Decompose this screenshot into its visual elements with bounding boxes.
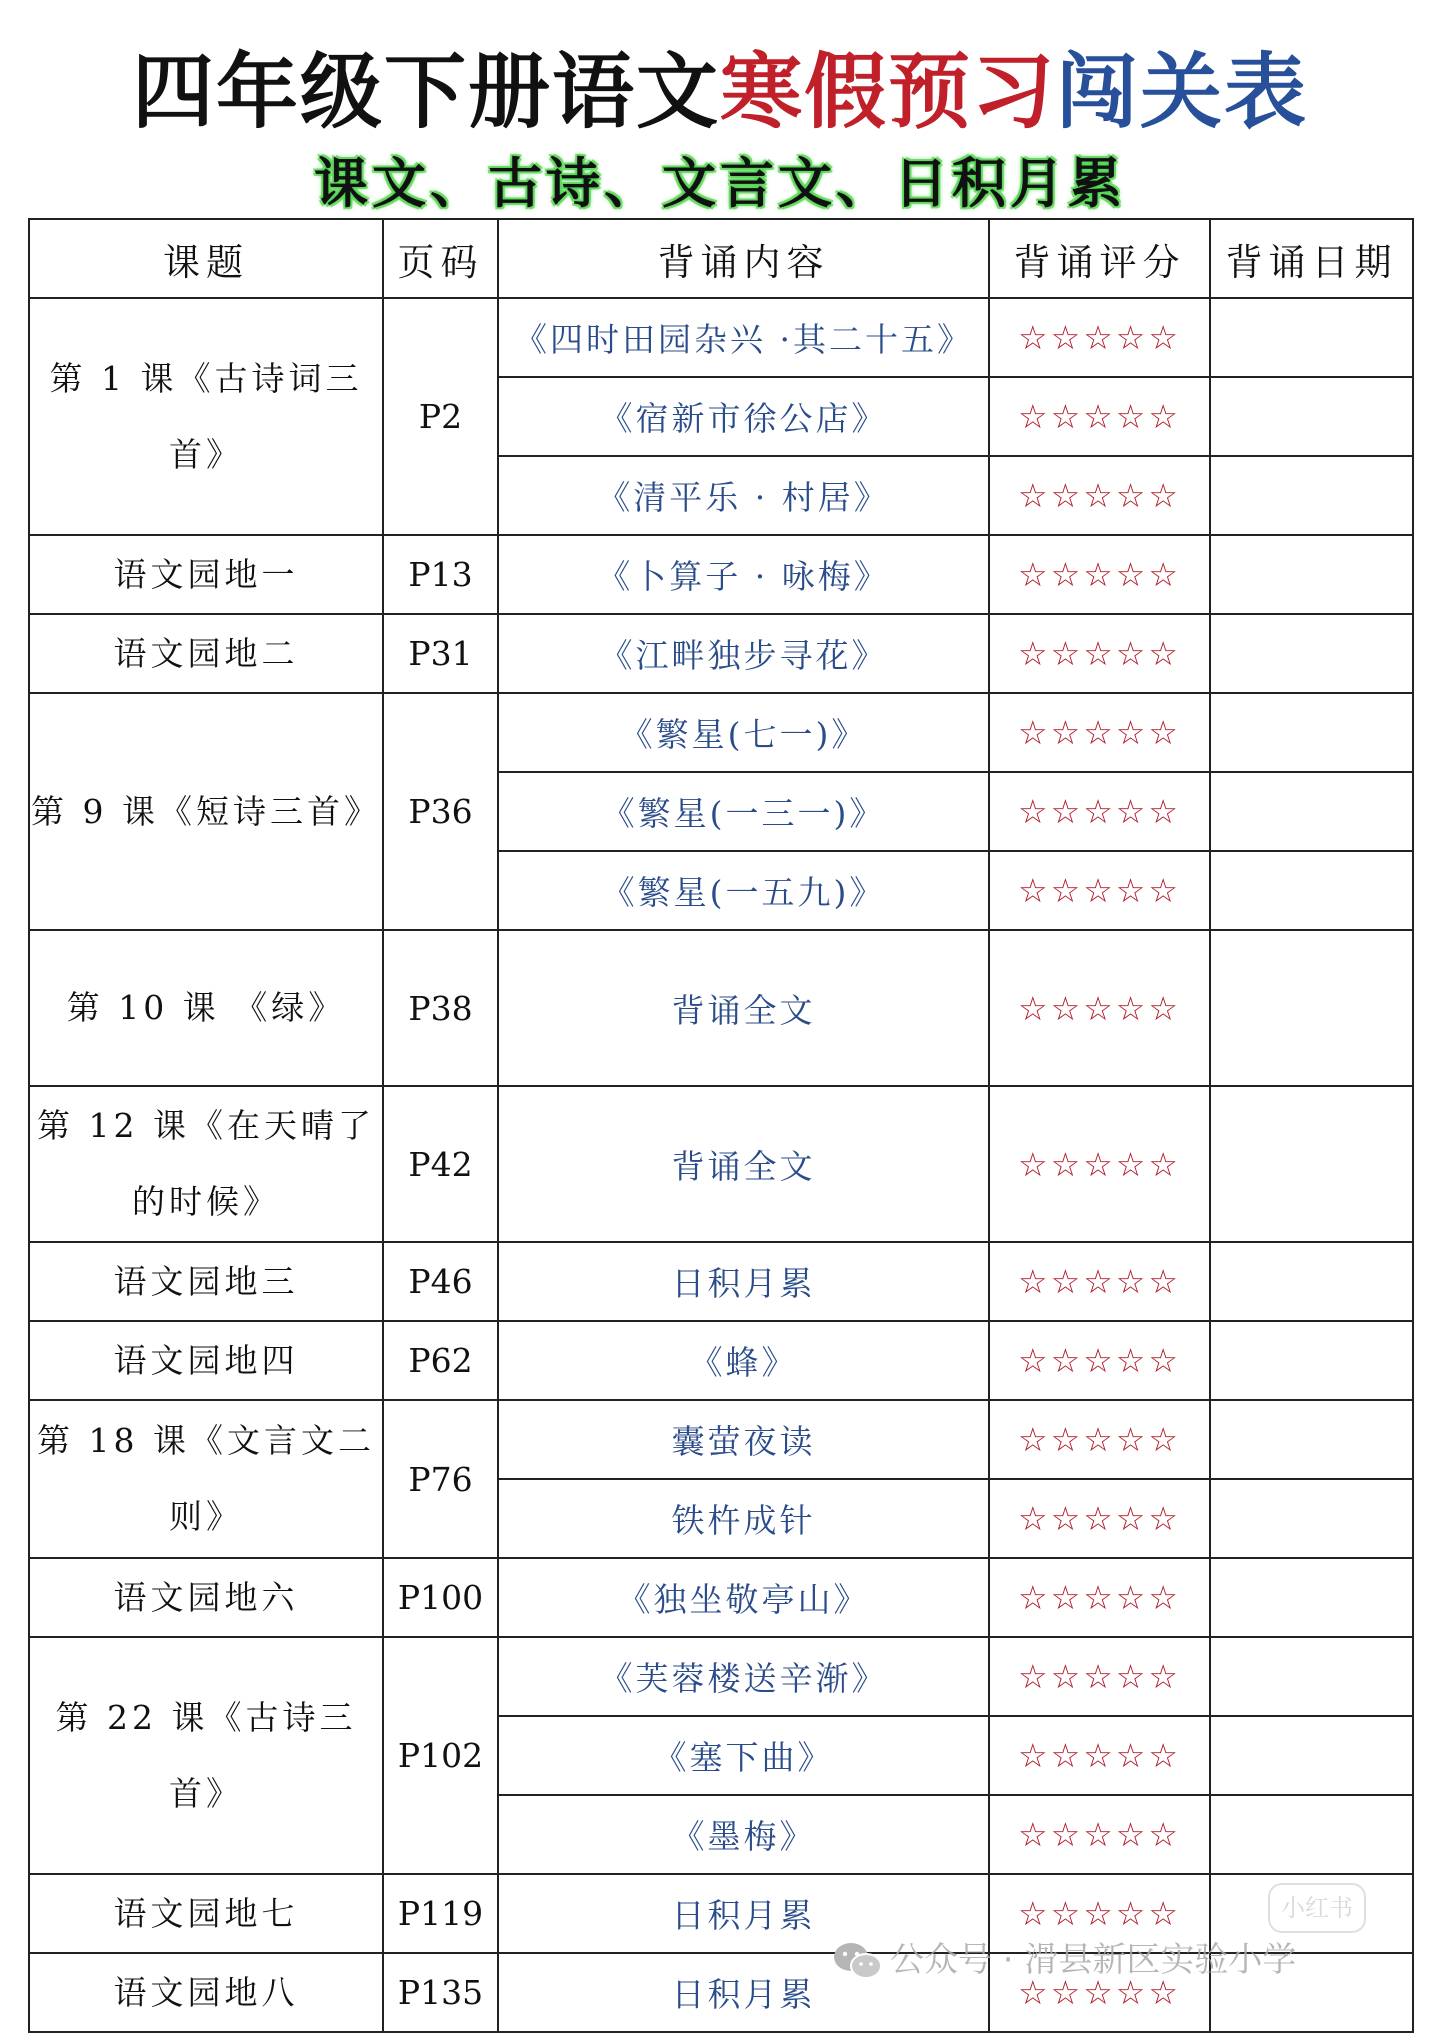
lesson-title-cell: 第 22 课《古诗三首》 bbox=[29, 1637, 383, 1874]
recite-date-cell[interactable] bbox=[1210, 298, 1413, 377]
recitation-content-cell: 《塞下曲》 bbox=[498, 1716, 989, 1795]
lesson-title-cell: 语文园地六 bbox=[29, 1558, 383, 1637]
title-part-preview: 寒假预习 bbox=[719, 45, 1056, 140]
recite-date-cell[interactable] bbox=[1210, 1086, 1413, 1242]
score-stars-cell[interactable]: ☆☆☆☆☆ bbox=[989, 535, 1210, 614]
recite-date-cell[interactable] bbox=[1210, 1400, 1413, 1479]
score-stars-cell[interactable]: ☆☆☆☆☆ bbox=[989, 614, 1210, 693]
watermark-text: 公众号 · 滑县新区实验小学 bbox=[890, 1940, 1297, 1980]
recitation-content-cell: 《蜂》 bbox=[498, 1321, 989, 1400]
score-stars-cell[interactable]: ☆☆☆☆☆ bbox=[989, 1716, 1210, 1795]
lesson-title-cell: 第 18 课《文言文二则》 bbox=[29, 1400, 383, 1558]
recitation-content-cell: 《宿新市徐公店》 bbox=[498, 377, 989, 456]
recite-date-cell[interactable] bbox=[1210, 377, 1413, 456]
header-score: 背诵评分 bbox=[989, 219, 1210, 298]
header-date: 背诵日期 bbox=[1210, 219, 1413, 298]
table-row bbox=[29, 1400, 1413, 1479]
table-row bbox=[29, 1242, 1413, 1321]
lesson-title-cell: 第 12 课《在天晴了的时候》 bbox=[29, 1086, 383, 1242]
page-number-cell: P36 bbox=[383, 693, 498, 930]
recite-date-cell[interactable] bbox=[1210, 693, 1413, 772]
lesson-title-cell: 第 9 课《短诗三首》 bbox=[29, 693, 383, 930]
table-row bbox=[29, 1637, 1413, 1716]
recite-date-cell[interactable] bbox=[1210, 1795, 1413, 1874]
recite-date-cell[interactable] bbox=[1210, 851, 1413, 930]
recitation-content-cell: 《繁星(一三一)》 bbox=[498, 772, 989, 851]
table-header-row bbox=[29, 219, 1413, 298]
table-row bbox=[29, 1558, 1413, 1637]
page-number-cell: P135 bbox=[383, 1953, 498, 2032]
lesson-title-cell: 第 10 课 《绿》 bbox=[29, 930, 383, 1086]
corner-logo: 小红书 bbox=[1268, 1883, 1366, 1933]
table-row bbox=[29, 298, 1413, 377]
score-stars-cell[interactable]: ☆☆☆☆☆ bbox=[989, 377, 1210, 456]
recite-date-cell[interactable] bbox=[1210, 1479, 1413, 1558]
recite-date-cell[interactable] bbox=[1210, 930, 1413, 1086]
title-part-grade: 四年级下册语文 bbox=[131, 45, 720, 140]
page-title bbox=[0, 38, 1440, 148]
recitation-content-cell: 《独坐敬亭山》 bbox=[498, 1558, 989, 1637]
page-number-cell: P62 bbox=[383, 1321, 498, 1400]
page-subtitle: 课文、古诗、文言文、日积月累 bbox=[314, 152, 1126, 215]
table-row bbox=[29, 693, 1413, 772]
lesson-title-cell: 语文园地三 bbox=[29, 1242, 383, 1321]
score-stars-cell[interactable]: ☆☆☆☆☆ bbox=[989, 1795, 1210, 1874]
score-stars-cell[interactable]: ☆☆☆☆☆ bbox=[989, 1479, 1210, 1558]
recitation-content-cell: 《四时田园杂兴 ·其二十五》 bbox=[498, 298, 989, 377]
recitation-table bbox=[28, 218, 1414, 2033]
page-number-cell: P119 bbox=[383, 1874, 498, 1953]
page-number-cell: P100 bbox=[383, 1558, 498, 1637]
recite-date-cell[interactable] bbox=[1210, 1321, 1413, 1400]
score-stars-cell[interactable]: ☆☆☆☆☆ bbox=[989, 1321, 1210, 1400]
recite-date-cell[interactable] bbox=[1210, 1558, 1413, 1637]
lesson-title-cell: 第 1 课《古诗词三首》 bbox=[29, 298, 383, 535]
recitation-content-cell: 《芙蓉楼送辛渐》 bbox=[498, 1637, 989, 1716]
score-stars-cell[interactable]: ☆☆☆☆☆ bbox=[989, 1874, 1210, 1953]
recitation-content-cell: 《江畔独步寻花》 bbox=[498, 614, 989, 693]
recite-date-cell[interactable] bbox=[1210, 772, 1413, 851]
score-stars-cell[interactable]: ☆☆☆☆☆ bbox=[989, 930, 1210, 1086]
recitation-content-cell: 背诵全文 bbox=[498, 930, 989, 1086]
table-row bbox=[29, 535, 1413, 614]
score-stars-cell[interactable]: ☆☆☆☆☆ bbox=[989, 772, 1210, 851]
recite-date-cell[interactable] bbox=[1210, 535, 1413, 614]
recitation-content-cell: 背诵全文 bbox=[498, 1086, 989, 1242]
title-part-challenge: 闯关表 bbox=[1056, 45, 1309, 140]
score-stars-cell[interactable]: ☆☆☆☆☆ bbox=[989, 1242, 1210, 1321]
score-stars-cell[interactable]: ☆☆☆☆☆ bbox=[989, 1086, 1210, 1242]
page-number-cell: P46 bbox=[383, 1242, 498, 1321]
page-number-cell: P2 bbox=[383, 298, 498, 535]
recitation-content-cell: 《墨梅》 bbox=[498, 1795, 989, 1874]
score-stars-cell[interactable]: ☆☆☆☆☆ bbox=[989, 851, 1210, 930]
recite-date-cell[interactable] bbox=[1210, 614, 1413, 693]
lesson-title-cell: 语文园地八 bbox=[29, 1953, 383, 2032]
page-number-cell: P38 bbox=[383, 930, 498, 1086]
table-row bbox=[29, 1086, 1413, 1242]
header-content: 背诵内容 bbox=[498, 219, 989, 298]
header-lesson: 课题 bbox=[29, 219, 383, 298]
table-row bbox=[29, 1321, 1413, 1400]
table-row bbox=[29, 930, 1413, 1086]
recite-date-cell[interactable] bbox=[1210, 1637, 1413, 1716]
table-body bbox=[29, 298, 1413, 2032]
score-stars-cell[interactable]: ☆☆☆☆☆ bbox=[989, 456, 1210, 535]
header-page: 页码 bbox=[383, 219, 498, 298]
recitation-content-cell: 《繁星(七一)》 bbox=[498, 693, 989, 772]
score-stars-cell[interactable]: ☆☆☆☆☆ bbox=[989, 298, 1210, 377]
recite-date-cell[interactable] bbox=[1210, 1716, 1413, 1795]
recitation-content-cell: 日积月累 bbox=[498, 1953, 989, 2032]
recitation-content-cell: 囊萤夜读 bbox=[498, 1400, 989, 1479]
recitation-content-cell: 《繁星(一五九)》 bbox=[498, 851, 989, 930]
page-number-cell: P102 bbox=[383, 1637, 498, 1874]
recitation-content-cell: 铁杵成针 bbox=[498, 1479, 989, 1558]
page-number-cell: P31 bbox=[383, 614, 498, 693]
recitation-content-cell: 《清平乐 · 村居》 bbox=[498, 456, 989, 535]
score-stars-cell[interactable]: ☆☆☆☆☆ bbox=[989, 1400, 1210, 1479]
lesson-title-cell: 语文园地七 bbox=[29, 1874, 383, 1953]
lesson-title-cell: 语文园地四 bbox=[29, 1321, 383, 1400]
recite-date-cell[interactable] bbox=[1210, 456, 1413, 535]
lesson-title-cell: 语文园地一 bbox=[29, 535, 383, 614]
page-number-cell: P13 bbox=[383, 535, 498, 614]
page-number-cell: P76 bbox=[383, 1400, 498, 1558]
wechat-icon bbox=[832, 1940, 884, 1982]
recitation-content-cell: 《卜算子 · 咏梅》 bbox=[498, 535, 989, 614]
score-stars-cell[interactable]: ☆☆☆☆☆ bbox=[989, 693, 1210, 772]
score-stars-cell[interactable]: ☆☆☆☆☆ bbox=[989, 1558, 1210, 1637]
recitation-content-cell: 日积月累 bbox=[498, 1242, 989, 1321]
page-number-cell: P42 bbox=[383, 1086, 498, 1242]
lesson-title-cell: 语文园地二 bbox=[29, 614, 383, 693]
score-stars-cell[interactable]: ☆☆☆☆☆ bbox=[989, 1953, 1210, 2032]
recite-date-cell[interactable] bbox=[1210, 1242, 1413, 1321]
score-stars-cell[interactable]: ☆☆☆☆☆ bbox=[989, 1637, 1210, 1716]
table-row bbox=[29, 614, 1413, 693]
recitation-content-cell: 日积月累 bbox=[498, 1874, 989, 1953]
